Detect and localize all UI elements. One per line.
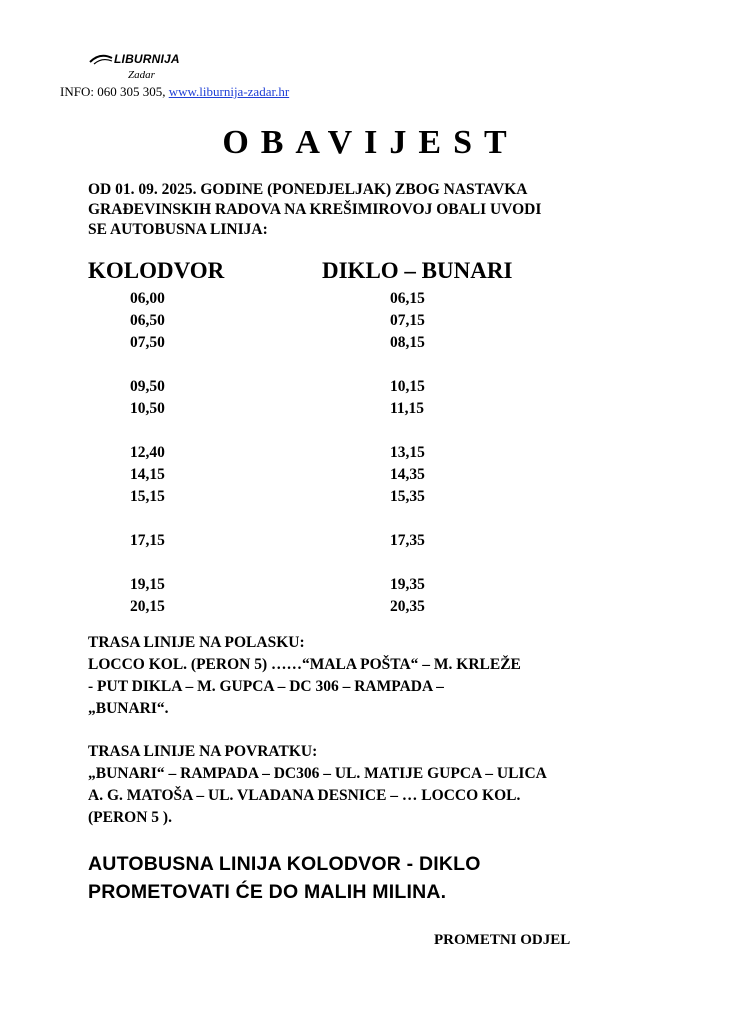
website-link[interactable]: www.liburnija-zadar.hr: [168, 84, 290, 99]
company-logo: [88, 52, 198, 86]
schedule-right-header: DIKLO – BUNARI: [322, 258, 513, 283]
time-cell: 13,15: [390, 444, 425, 461]
time-cell: 08,15: [390, 334, 425, 351]
intro-line: SE AUTOBUSNA LINIJA:: [88, 221, 268, 238]
departure-times-kolodvor: [130, 288, 165, 618]
time-cell: 15,15: [130, 488, 165, 505]
intro-line: OD 01. 09. 2025. GODINE (PONEDJELJAK) ZBOG NASTAVKA: [88, 181, 528, 198]
route-departure-section: [88, 632, 648, 720]
time-cell: 06,50: [130, 312, 165, 329]
route-return-heading: TRASA LINIJE NA POVRATKU:: [88, 743, 318, 760]
time-cell: 19,35: [390, 576, 425, 593]
time-cell: 17,15: [130, 532, 165, 549]
time-cell: 11,15: [390, 400, 425, 417]
route-line: „BUNARI“ – RAMPADA – DC306 – UL. MATIJE GUPCA – ULICA: [88, 765, 547, 782]
logo-swoosh-icon: [88, 52, 114, 66]
route-line: A. G. MATOŠA – UL. VLADANA DESNICE – … LOCCO KOL.: [88, 787, 521, 804]
logo-brand-text: LIBURNIJA: [114, 52, 180, 66]
time-cell: 20,35: [390, 598, 425, 615]
time-cell: 20,15: [130, 598, 165, 615]
time-cell: 14,35: [390, 466, 425, 483]
time-cell: 15,35: [390, 488, 425, 505]
info-line: [60, 84, 289, 100]
time-cell: 19,15: [130, 576, 165, 593]
time-cell: 14,15: [130, 466, 165, 483]
page-title: OBAVIJEST: [222, 124, 519, 161]
time-cell: 09,50: [130, 378, 165, 395]
route-return-section: [88, 741, 648, 829]
time-cell: 07,15: [390, 312, 425, 329]
final-notice-line: AUTOBUSNA LINIJA KOLODVOR - DIKLO: [88, 853, 481, 875]
time-cell: 10,15: [390, 378, 425, 395]
route-departure-heading: TRASA LINIJE NA POLASKU:: [88, 634, 305, 651]
route-line: „BUNARI“.: [88, 700, 169, 717]
intro-text: [88, 180, 648, 240]
info-phone: INFO: 060 305 305,: [60, 84, 166, 99]
time-cell: 12,40: [130, 444, 165, 461]
route-line: LOCCO KOL. (PERON 5) ……“MALA POŠTA“ – M. KRLEŽE: [88, 656, 521, 673]
time-cell: 07,50: [130, 334, 165, 351]
logo-sub-text: Zadar: [128, 69, 155, 81]
time-cell: 06,15: [390, 290, 425, 307]
schedule-left-header: KOLODVOR: [88, 258, 225, 283]
intro-line: GRAĐEVINSKIH RADOVA NA KREŠIMIROVOJ OBALI UVODI: [88, 201, 542, 218]
time-cell: 10,50: [130, 400, 165, 417]
departure-times-diklo-bunari: [390, 288, 425, 618]
final-notice-line: PROMETOVATI ĆE DO MALIH MILINA.: [88, 881, 447, 903]
route-line: - PUT DIKLA – M. GUPCA – DC 306 – RAMPADA –: [88, 678, 444, 695]
time-cell: 17,35: [390, 532, 425, 549]
time-cell: 06,00: [130, 290, 165, 307]
final-notice: [88, 850, 688, 906]
route-line: (PERON 5 ).: [88, 809, 172, 826]
signature: PROMETNI ODJEL: [434, 932, 571, 948]
